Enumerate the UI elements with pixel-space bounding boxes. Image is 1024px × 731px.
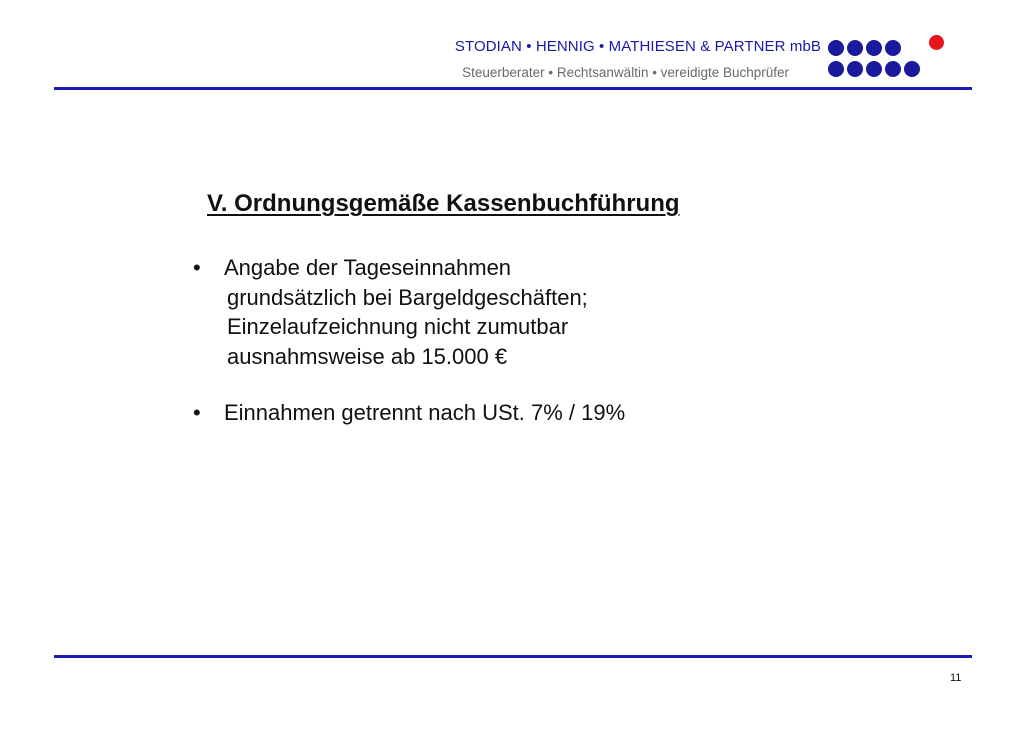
logo-dot-icon <box>847 61 863 77</box>
logo-dot-icon <box>885 61 901 77</box>
bullet-marker-icon: • <box>193 255 201 280</box>
bullet-subline: ausnahmsweise ab 15.000 € <box>227 343 508 369</box>
logo-dot-icon <box>885 40 901 56</box>
logo-dot-icon <box>847 40 863 56</box>
logo-dot-icon <box>828 40 844 56</box>
bullet-subline: grundsätzlich bei Bargeldgeschäften; <box>227 284 588 310</box>
page-number: 11 <box>950 672 962 684</box>
logo-red-dot-icon <box>929 35 944 50</box>
logo-dot-icon <box>866 40 882 56</box>
slide-title: V. Ordnungsgemäße Kassenbuchführung <box>207 190 680 217</box>
bullet-subline: Einzelaufzeichnung nicht zumutbar <box>227 314 569 339</box>
header-divider <box>54 87 972 90</box>
logo-dot-icon <box>904 61 920 77</box>
firm-subtitle: Steuerberater • Rechtsanwältin • vereidigte Buchprüfer <box>462 65 789 80</box>
logo-dot-icon <box>828 61 844 77</box>
footer-divider <box>54 655 972 658</box>
logo-dot-icon <box>866 61 882 77</box>
bullet-text: Einnahmen getrennt nach USt. 7% / 19% <box>224 400 626 425</box>
bullet-marker-icon: • <box>193 400 201 425</box>
bullet-text: Angabe der Tageseinnahmen <box>224 255 512 280</box>
firm-name: STODIAN • HENNIG • MATHIESEN & PARTNER mbB <box>454 38 821 55</box>
